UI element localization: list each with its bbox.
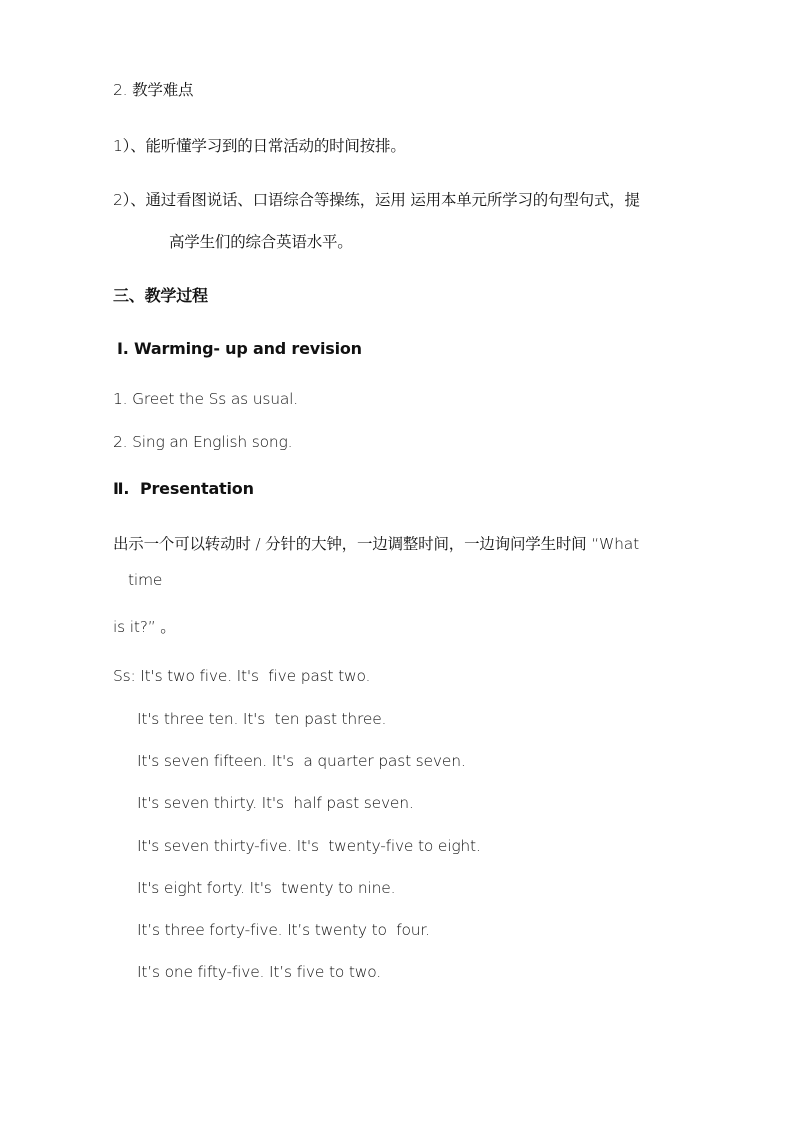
presentation-heading: Ⅱ. Presentation xyxy=(113,479,254,498)
difficulty-item-2: 2）、通过看图说话、口语综合等操练，运用 运用本单元所学习的句型句式，提 xyxy=(113,191,640,209)
answer-line: It's three ten. It's ten past three. xyxy=(137,710,387,728)
answer-line: It's seven thirty. It's half past seven. xyxy=(137,794,414,812)
difficulty-item-2-continuation: 高学生们的综合英语水平。 xyxy=(169,233,353,251)
answer-line: It’s three forty-five. It’s twenty to four. xyxy=(137,921,430,939)
teaching-process-heading: 三、教学过程 xyxy=(113,286,208,305)
warmup-step-1: 1. Greet the Ss as usual. xyxy=(113,390,298,408)
answer-line: It's eight forty. It's twenty to nine. xyxy=(137,879,396,897)
warmup-step-2: 2. Sing an English song. xyxy=(113,433,293,451)
presentation-intro-line-1: 出示一个可以转动时 / 分针的大钟，一边调整时间，一边询问学生时间 “What xyxy=(113,535,639,553)
warmup-heading: Ⅰ. Warming- up and revision xyxy=(117,339,362,358)
answer-line: Ss: It's two five. It's five past two. xyxy=(113,667,371,685)
difficulty-item-1: 1）、能听懂学习到的日常活动的时间按排。 xyxy=(113,137,406,155)
presentation-intro-line-2: time xyxy=(128,571,163,589)
difficulties-heading: 2. 教学难点 xyxy=(113,81,194,99)
answer-line: It's seven thirty-five. It's twenty-five to eight. xyxy=(137,837,481,855)
answer-line: It’s one fifty-five. It’s five to two. xyxy=(137,963,381,981)
answer-line: It's seven fifteen. It's a quarter past seven. xyxy=(137,752,466,770)
presentation-intro-line-3: is it?” 。 xyxy=(113,618,176,636)
